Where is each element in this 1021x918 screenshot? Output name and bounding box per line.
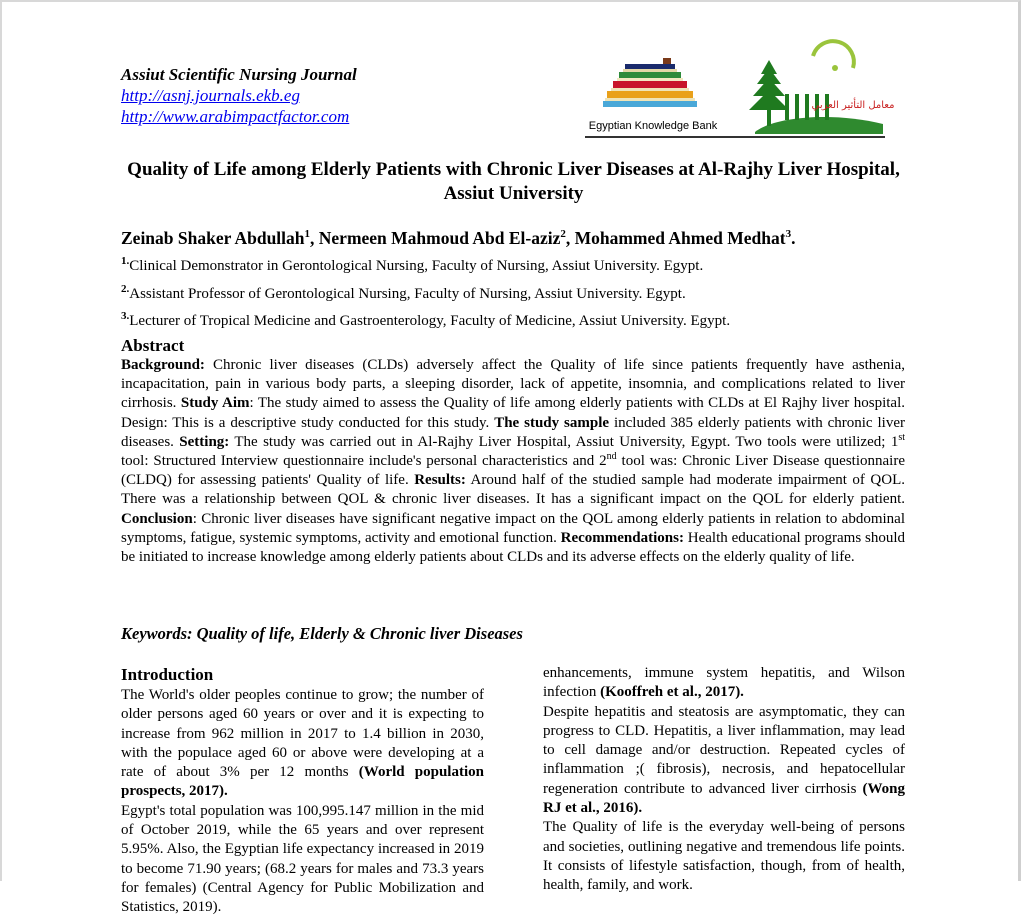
author-2-sup: 2	[560, 228, 566, 241]
aif-arabic-label: معامل التأثير العربي	[811, 100, 895, 111]
ekb-label: Egyptian Knowledge Bank	[588, 120, 718, 132]
affiliations	[121, 250, 730, 333]
intro-paragraph	[543, 703, 905, 819]
affiliation-marker: 3.	[121, 310, 130, 322]
background-label: Background:	[121, 357, 205, 373]
sample-label: The study sample	[494, 414, 610, 431]
author-2: Nermeen Mahmoud Abd El-aziz	[318, 228, 561, 248]
affiliation-marker: 1.	[121, 255, 130, 267]
introduction-heading: Introduction	[121, 665, 214, 684]
ekb-logo	[585, 50, 721, 138]
affiliation-text: Lecturer of Tropical Medicine and Gastroenterology, Faculty of Medicine, Assiut University. Egypt.	[129, 313, 731, 329]
paper-title: Quality of Life among Elderly Patients with Chronic Liver Diseases at Al-Rajhy Liver Hospital, Assiut University	[127, 159, 900, 204]
ekb-books-icon	[585, 50, 721, 120]
paragraph-text: The World's older peoples continue to grow; the number of older persons aged 60 years or over and it is expecting to increase from 962 million in 2017 to 1.4 billion in 2030, with the populace aged 60 or above were developing at a rate of about 3% per 12 months	[121, 687, 484, 781]
author-1-sup: 1	[304, 228, 311, 241]
citation: (Wong RJ et al., 2016).	[543, 780, 905, 817]
paragraph-text: Despite hepatitis and steatosis are asymptomatic, they can progress to CLD. Hepatitis, a liver inflammation, may lead to cell damage and/or destruction. Repeated cycles of inflammation ;( fibrosis), necrosis, and hepatocellular regeneration contribute to advanced liver cirrhosis	[543, 703, 905, 797]
background-text: Chronic liver diseases (CLDs) adversely affect the Quality of life since patients frequently have asthenia, incapacitation, pain in various body parts, a sleeping disorder, lack of appetite, insomnia, and complications related to liver cirrhosis.	[121, 357, 905, 412]
sample-text: included 385 elderly patients with chronic liver diseases.	[121, 414, 905, 450]
abstract-heading: Abstract	[121, 336, 185, 355]
citation: (World population prospects, 2017).	[121, 764, 484, 800]
arab-impact-factor-logo	[735, 50, 895, 140]
intro-paragraph	[543, 664, 905, 703]
aim-label: Study Aim	[180, 395, 250, 412]
author-sep: ,	[310, 228, 319, 248]
author-3: Mohammed Ahmed Medhat	[574, 228, 786, 248]
journal-header	[121, 64, 357, 127]
results-text: Around half of the studied sample had moderate impairment of QOL. There was a relationship between QOL & chronic liver diseases. It has a significant impact on the QOL for elderly patient.	[121, 472, 906, 508]
affiliation-3	[121, 305, 730, 333]
journal-link-aif[interactable]: http://www.arabimpactfactor.com	[121, 107, 350, 126]
ordinal-sup: st	[898, 431, 906, 443]
ordinal-sup: nd	[606, 451, 617, 463]
recommendations-text: Health educational programs should be initiated to increase knowledge among elderly patients about CLDs and its adverse effects on the elderly quality of life.	[121, 529, 906, 566]
journal-title: Assiut Scientific Nursing Journal	[121, 65, 357, 84]
authors-end: .	[791, 228, 796, 248]
paragraph-text: enhancements, immune system hepatitis, and Wilson infection	[543, 665, 905, 701]
author-1: Zeinab Shaker Abdullah	[121, 228, 305, 248]
affiliation-1	[121, 250, 730, 278]
affiliation-2	[121, 278, 730, 306]
author-sep: ,	[565, 228, 575, 248]
conclusion-text: : Chronic liver diseases have significant negative impact on the QOL among elderly patients in relation to abdominal symptoms, fatigue, systemic symptoms, activity and emotional function.	[121, 510, 905, 546]
intro-paragraph: Egypt's total population was 100,995.147 million in the mid of October 2019, while the 65 years and over represent 5.95%. Also, the Egyptian life expectancy increased in 2019 to become 71.90 years; (68.2 years for males and 73.3 years for females) (Central Agency for Public Mobilization and Statistics, 2019).	[121, 802, 484, 916]
results-label: Results:	[414, 472, 466, 489]
affiliation-text: Clinical Demonstrator in Gerontological Nursing, Faculty of Nursing, Assiut University. Egypt.	[129, 258, 704, 274]
keywords-line: Keywords: Quality of life, Elderly & Chronic liver Diseases	[121, 624, 523, 643]
setting-label: Setting:	[179, 433, 230, 450]
aim-text: : The study aimed to assess the Quality of life among elderly patients with CLDs at El Rajhy liver hospital. Design: This is a descriptive study conducted for this study.	[121, 395, 905, 431]
affiliation-text: Assistant Professor of Gerontological Nursing, Faculty of Nursing, Assiut University. Egypt.	[129, 285, 686, 302]
abstract-body	[121, 356, 905, 567]
recommendations-label: Recommendations:	[560, 529, 684, 546]
header-divider	[585, 136, 885, 138]
journal-link-ekb[interactable]: http://asnj.journals.ekb.eg	[121, 86, 300, 105]
intro-paragraph: The Quality of life is the everyday well-being of persons and societies, outlining negative and tremendous life points. It consists of lifestyle satisfaction, though, from of health, health, family, and work.	[543, 819, 905, 894]
intro-paragraph	[121, 686, 484, 802]
author-3-sup: 3	[785, 228, 792, 241]
affiliation-marker: 2.	[121, 282, 130, 295]
conclusion-label: Conclusion	[121, 510, 193, 527]
aif-tree-icon	[735, 50, 895, 140]
intro-column-right	[543, 664, 905, 896]
setting-text: The study was carried out in Al-Rajhy Liver Hospital, Assiut University, Egypt. Two tools were utilized; 1	[229, 433, 899, 450]
intro-column-left	[121, 686, 484, 918]
tool2-text: tool was: Chronic Liver Disease questionnaire (CLDQ) for assessing patients' Quality of life.	[121, 453, 905, 489]
tool1-text: tool: Structured Interview questionnaire include's personal characteristics and 2	[121, 453, 607, 470]
authors-line	[121, 228, 795, 249]
citation: (Kooffreh et al., 2017).	[600, 684, 744, 701]
